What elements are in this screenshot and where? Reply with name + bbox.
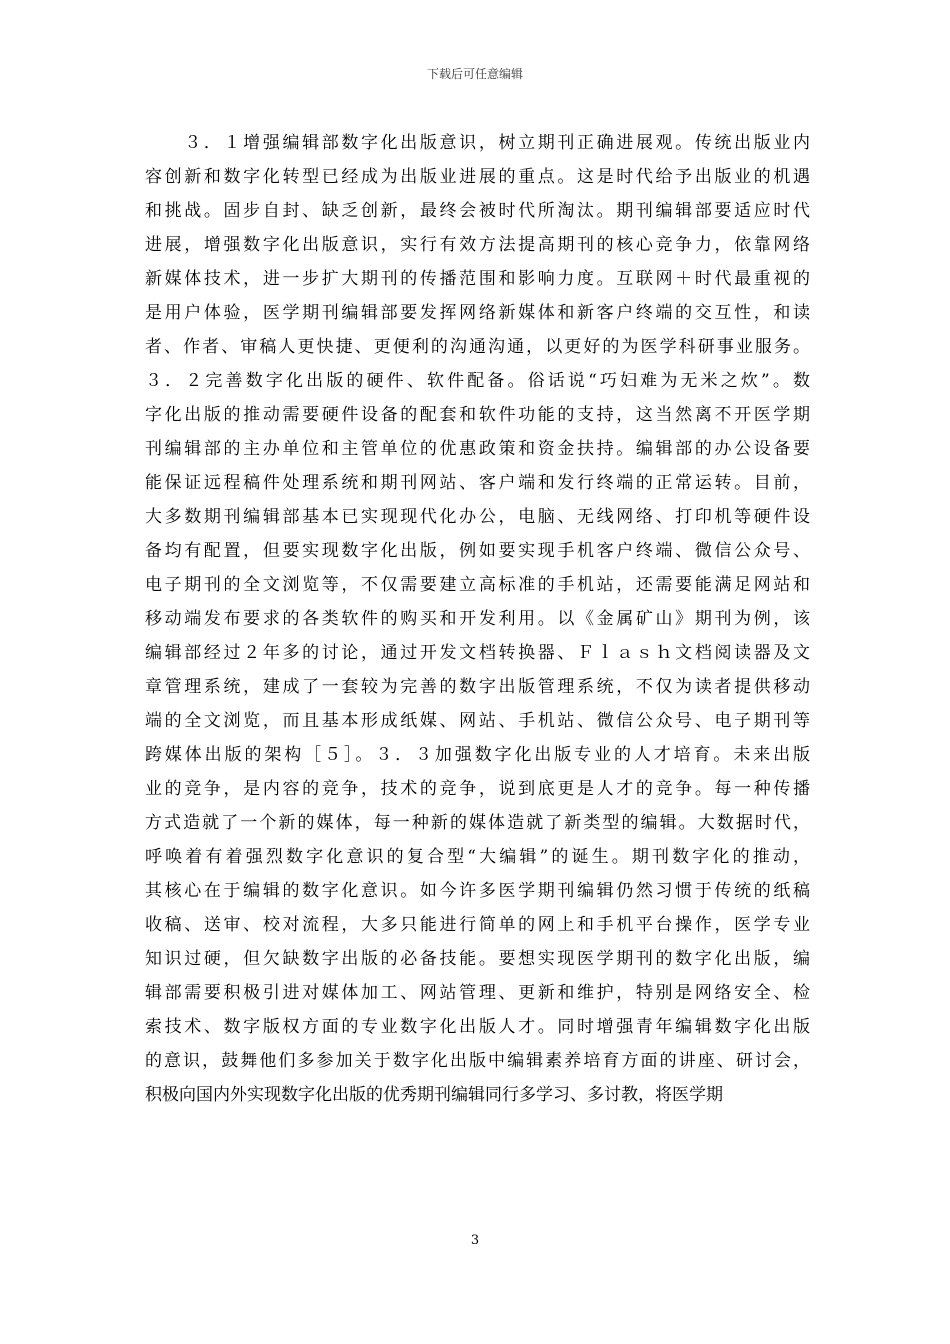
text-line: 跨媒体出版的架构［５］。３．３加强数字化出版专业的人才培育。未来出版 [145, 745, 810, 765]
text-line: 业的竞争，是内容的竞争，技术的竞争，说到底更是人才的竞争。每一种传播 [145, 779, 810, 799]
text-line: 方式造就了一个新的媒体，每一种新的媒体造就了新类型的编辑。大数据时代， [145, 813, 810, 833]
text-line: 移动端发布要求的各类软件的购买和开发利用。以《金属矿山》期刊为例，该 [145, 609, 810, 629]
page-number: 3 [470, 1233, 480, 1248]
text-line: 章管理系统，建成了一套较为完善的数字出版管理系统，不仅为读者提供移动 [145, 677, 810, 697]
text-line: 刊编辑部的主办单位和主管单位的优惠政策和资金扶持。编辑部的办公设备要 [145, 439, 810, 459]
text-line: 积极向国内外实现数字化出版的优秀期刊编辑同行多学习、多讨教，将医学期 [145, 1085, 723, 1105]
text-line: 呼唤着有着强烈数字化意识的复合型“大编辑”的诞生。期刊数字化的推动， [145, 847, 810, 867]
text-line: 能保证远程稿件处理系统和期刊网站、客户端和发行终端的正常运转。目前， [145, 473, 810, 493]
text-line: 和挑战。固步自封、缺乏创新，最终会被时代所淘汰。期刊编辑部要适应时代 [145, 201, 810, 221]
text-line: ３．１增强编辑部数字化出版意识，树立期刊正确进展观。传统出版业内 [145, 133, 810, 153]
text-line: 进展，增强数字化出版意识，实行有效方法提高期刊的核心竞争力，依靠网络 [145, 235, 810, 255]
text-line: 其核心在于编辑的数字化意识。如今许多医学期刊编辑仍然习惯于传统的纸稿 [145, 881, 810, 901]
text-line: 的意识，鼓舞他们多参加关于数字化出版中编辑素养培育方面的讲座、研讨会， [145, 1051, 810, 1071]
text-line: 是用户体验，医学期刊编辑部要发挥网络新媒体和新客户终端的交互性，和读 [145, 303, 810, 323]
text-line: 字化出版的推动需要硬件设备的配套和软件功能的支持，这当然离不开医学期 [145, 405, 810, 425]
text-line: 端的全文浏览，而且基本形成纸媒、网站、手机站、微信公众号、电子期刊等 [145, 711, 810, 731]
text-line: 收稿、送审、校对流程，大多只能进行简单的网上和手机平台操作，医学专业 [145, 915, 810, 935]
text-line: 者、作者、审稿人更快捷、更便利的沟通沟通，以更好的为医学科研事业服务。 [145, 337, 810, 357]
text-line: 备均有配置，但要实现数字化出版，例如要实现手机客户终端、微信公众号、 [145, 541, 810, 561]
text-line: ３．２完善数字化出版的硬件、软件配备。俗话说“巧妇难为无米之炊”。数 [145, 371, 810, 391]
text-line: 大多数期刊编辑部基本已实现现代化办公，电脑、无线网络、打印机等硬件设 [145, 507, 810, 527]
text-line: 电子期刊的全文浏览等，不仅需要建立高标准的手机站，还需要能满足网站和 [145, 575, 810, 595]
text-line: 索技术、数字版权方面的专业数字化出版人才。同时增强青年编辑数字化出版 [145, 1017, 810, 1037]
text-line: 辑部需要积极引进对媒体加工、网站管理、更新和维护，特别是网络安全、检 [145, 983, 810, 1003]
text-line: 知识过硬，但欠缺数字出版的必备技能。要想实现医学期刊的数字化出版，编 [145, 949, 810, 969]
text-line: 容创新和数字化转型已经成为出版业进展的重点。这是时代给予出版业的机遇 [145, 167, 810, 187]
text-line: 新媒体技术，进一步扩大期刊的传播范围和影响力度。互联网＋时代最重视的 [145, 269, 810, 289]
text-line: 编辑部经过２年多的讨论，通过开发文档转换器、Ｆｌａｓｈ文档阅读器及文 [145, 643, 810, 663]
page-header: 下载后可任意编辑 [426, 67, 523, 81]
body-text [145, 126, 810, 1112]
